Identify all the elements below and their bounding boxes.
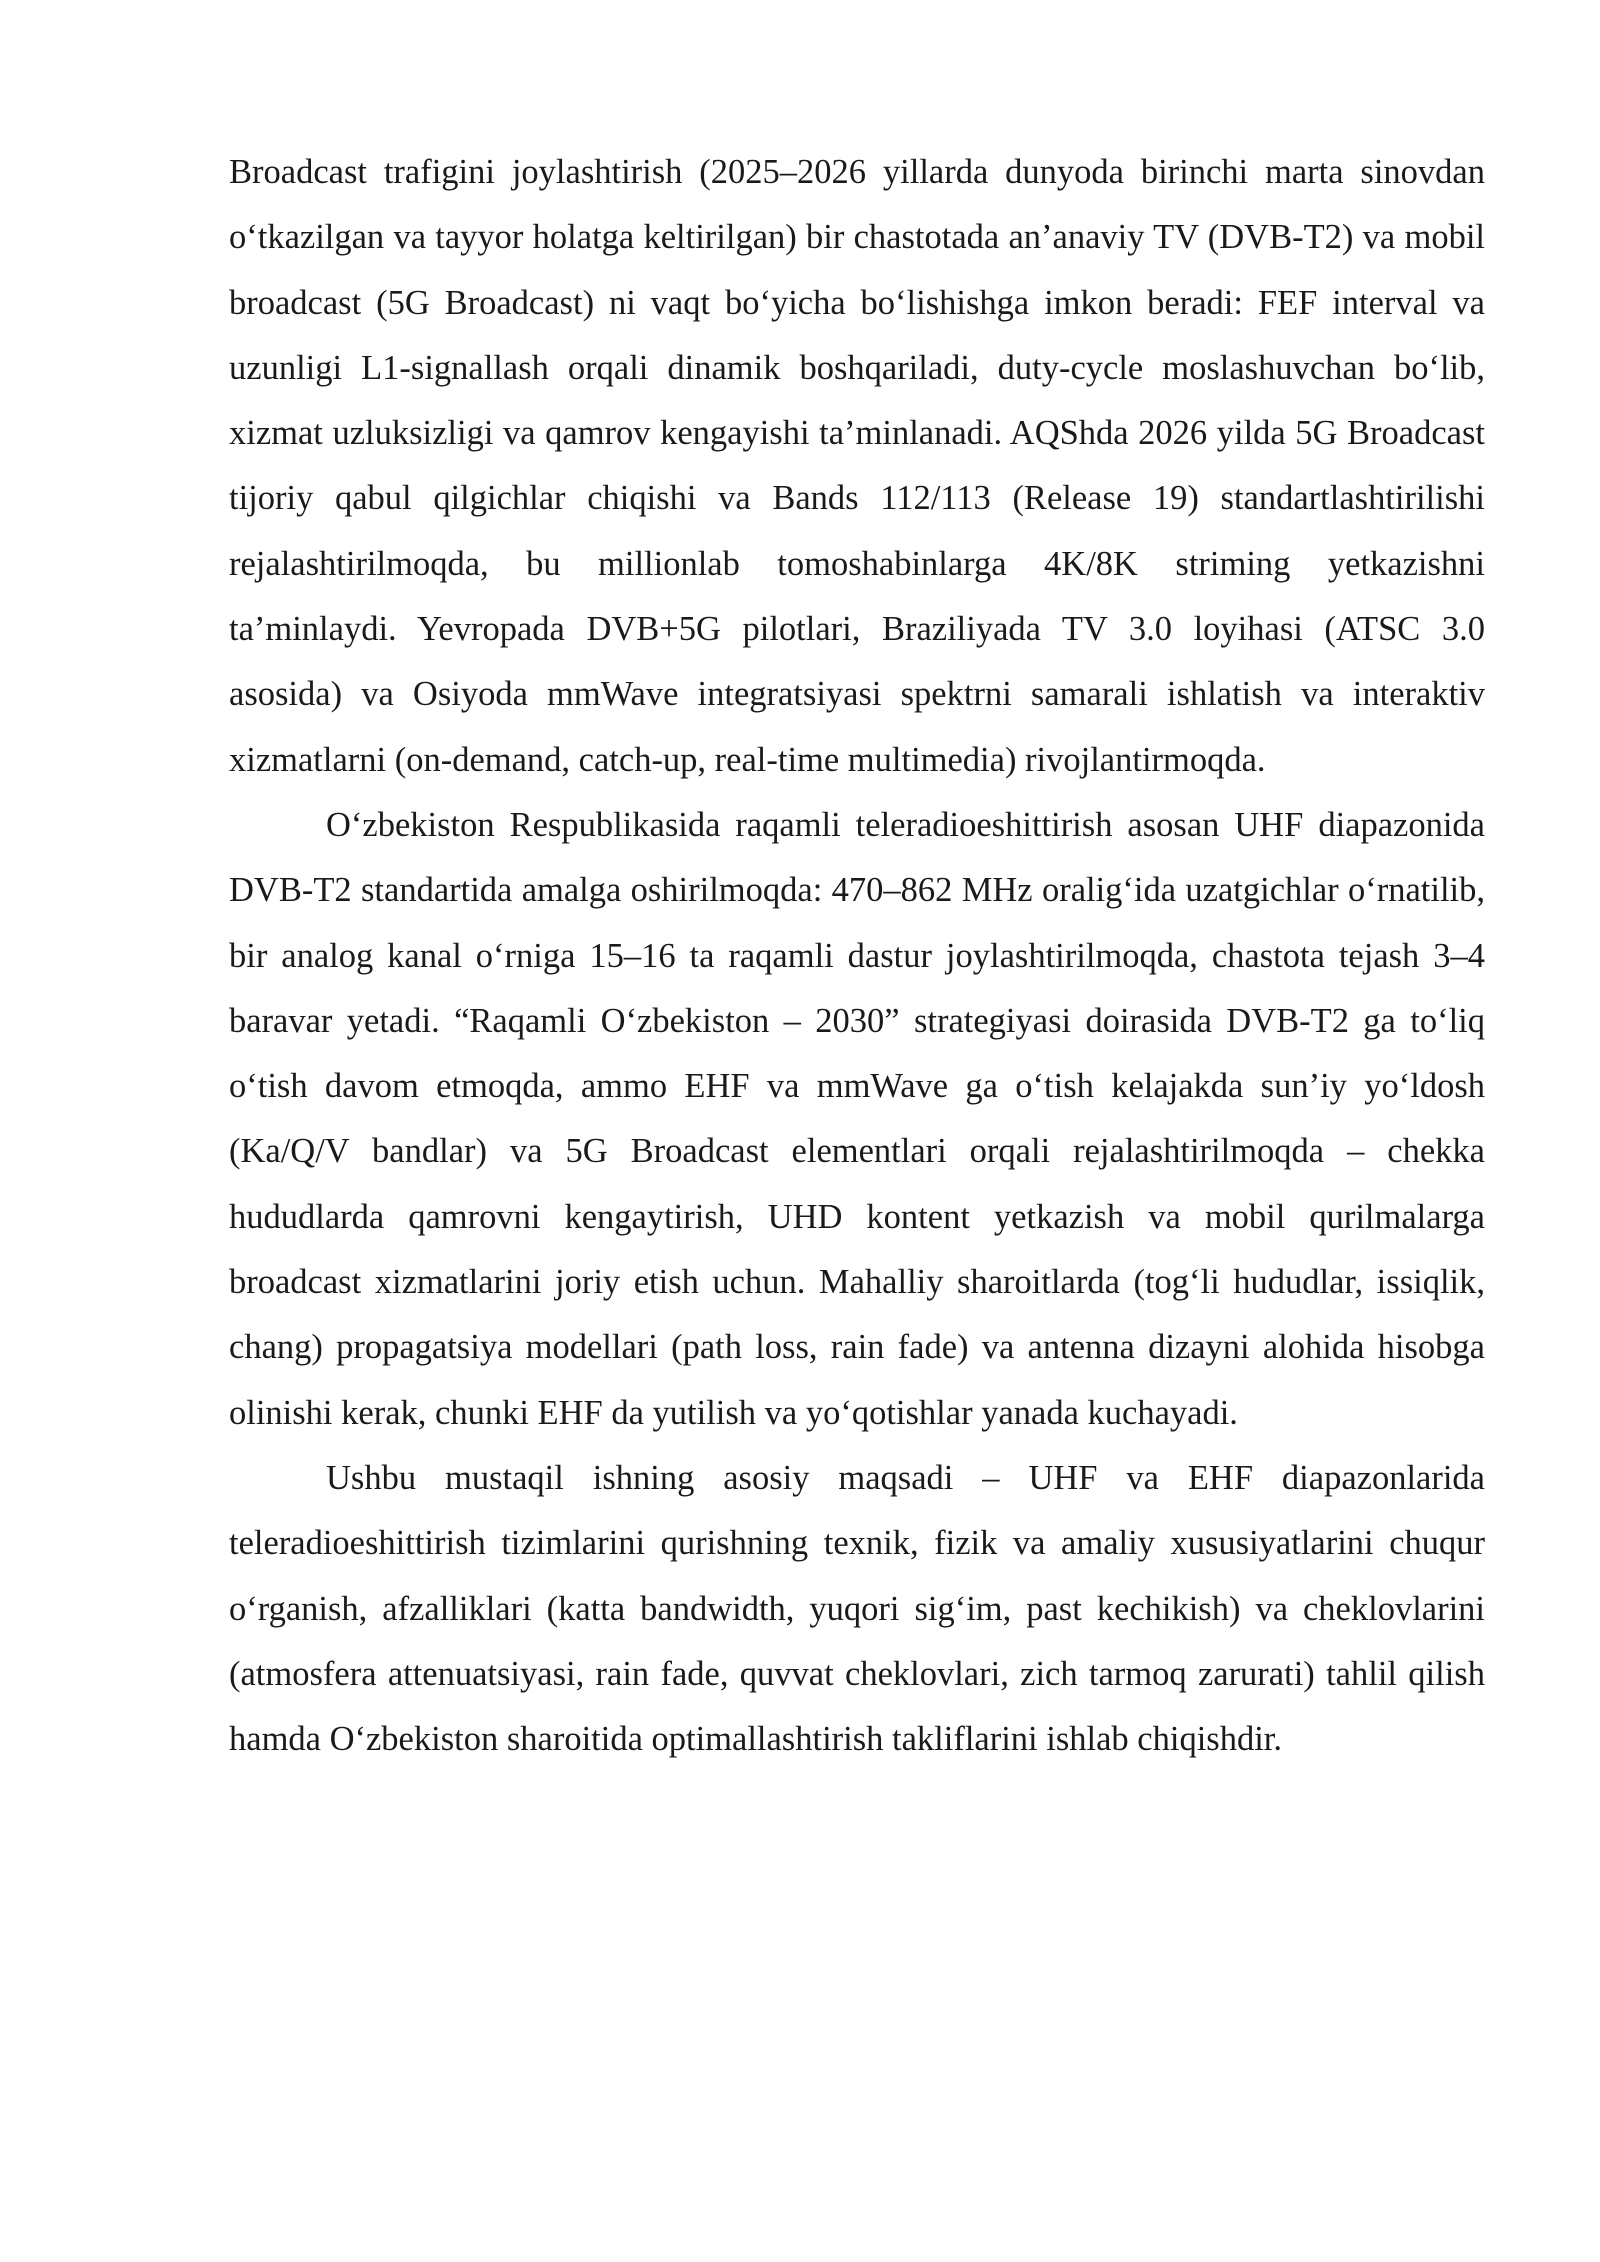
paragraph-broadcast-trafigi: Broadcast trafigini joylashtirish (2025–2026 yillarda dunyoda birinchi marta sinovdan o‘tkazilgan va tayyor holatga keltirilgan) bir chastotada an’anaviy TV (DVB-T2) va mobil broadcast (5G Broadcast) ni vaqt bo‘yicha bo‘lishishga imkon beradi: FEF interval va uzunligi L1-signallash orqali dinamik boshqariladi, duty-cycle moslashuvchan bo‘lib, xizmat uzluksizligi va qamrov kengayishi ta’minlanadi. AQShda 2026 yilda 5G Broadcast tijoriy qabul qilgichlar chiqishi va Bands 112/113 (Release 19) standartlashtirilishi rejalashtirilmoqda, bu millionlab tomoshabinlarga 4K/8K striming yetkazishni ta’minlaydi. Yevropada DVB+5G pilotlari, Braziliyada TV 3.0 loyihasi (ATSC 3.0 asosida) va Osiyoda mmWave integratsiyasi spektrni samarali ishlatish va interaktiv xizmatlarni (on-demand, catch-up, real-time multimedia) rivojlantirmoqda. <box>229 153 1485 779</box>
document-body <box>229 140 1485 1772</box>
paragraph-ish-maqsadi: Ushbu mustaqil ishning asosiy maqsadi – UHF va EHF diapazonlarida teleradioeshittirish tizimlarini qurishning texnik, fizik va amaliy xususiyatlarini chuqur o‘rganish, afzalliklari (katta bandwidth, yuqori sig‘im, past kechikish) va cheklovlarini (atmosfera attenuatsiyasi, rain fade, quvvat cheklovlari, zich tarmoq zarurati) tahlil qilish hamda O‘zbekiston sharoitida optimallashtirish takliflarini ishlab chiqishdir. <box>229 1458 1485 1759</box>
paragraph-ozbekiston-raqamli: O‘zbekiston Respublikasida raqamli teleradioeshittirish asosan UHF diapazonida DVB-T2 standartida amalga oshirilmoqda: 470–862 MHz oralig‘ida uzatgichlar o‘rnatilib, bir analog kanal o‘rniga 15–16 ta raqamli dastur joylashtirilmoqda, chastota tejash 3–4 baravar yetadi. “Raqamli O‘zbekiston – 2030” strategiyasi doirasida DVB-T2 ga to‘liq o‘tish davom etmoqda, ammo EHF va mmWave ga o‘tish kelajakda sun’iy yo‘ldosh (Ka/Q/V bandlar) va 5G Broadcast elementlari orqali rejalashtirilmoqda – chekka hududlarda qamrovni kengaytirish, UHD kontent yetkazish va mobil qurilmalarga broadcast xizmatlarini joriy etish uchun. Mahalliy sharoitlarda (tog‘li hududlar, issiqlik, chang) propagatsiya modellari (path loss, rain fade) va antenna dizayni alohida hisobga olinishi kerak, chunki EHF da yutilish va yo‘qotishlar yanada kuchayadi. <box>229 805 1485 1432</box>
